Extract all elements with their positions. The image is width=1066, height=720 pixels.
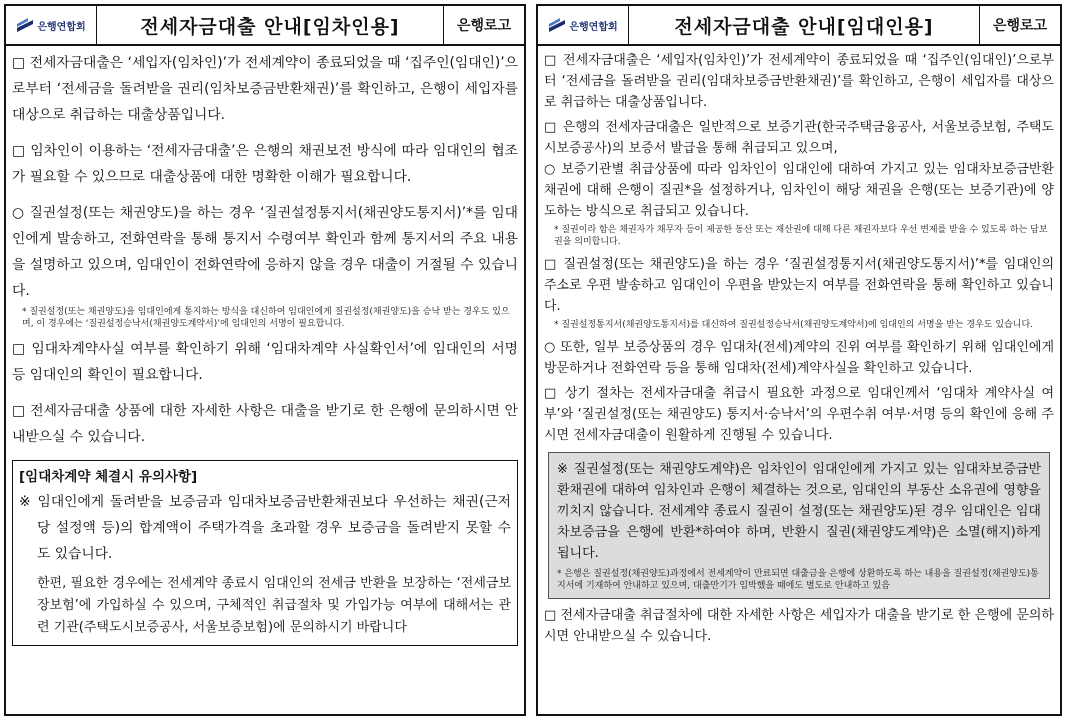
paragraph: □ 임차인이 이용하는 ‘전세자금대출’은 은행의 채권보전 방식에 따라 임대인의 협조가 필요할 수 있으므로 대출상품에 대한 명확한 이해가 필요합니다. xyxy=(12,138,518,190)
paragraph: □ 전세자금대출 상품에 대한 자세한 사항은 대출을 받기로 한 은행에 문의하시면 안내받으실 수 있습니다. xyxy=(12,398,518,450)
paragraph: □ 상기 절차는 전세자금대출 취급시 필요한 과정으로 임대인께서 ‘임대차 계약사실 여부’와 ‘질권설정(또는 채권양도) 통지서·승낙서’의 우편수취 여부·서명 등의 확인에 응해 주시면 전세자금대출이 원활하게 진행될 수 있습니다. xyxy=(544,383,1054,446)
highlight-paragraph: ※ 질권설정(또는 채권양도계약)은 임차인이 임대인에게 가지고 있는 임대차보증금반환채권에 대하여 임차인과 은행이 체결하는 것으로, 임대인의 부동산 소유권에 영향을 끼치지 않습니다. 전세계약 종료시 질권이 설정(또는 채권양도)된 경우 임대인은 임대차보증금을 은행에 반환*하여야 하며, 반환시 질권(채권양도계약)은 소멸(해지)하게 됩니다. xyxy=(557,462,1041,561)
tenant-guide-panel xyxy=(4,4,526,716)
bank-logo-placeholder: 은행로고 xyxy=(992,18,1048,34)
footnote: * 질권설정통지서(채권양도통지서)를 대신하여 질권설정승낙서(채권양도계약서)에 임대인의 서명을 받는 경우도 있습니다. xyxy=(554,320,1033,330)
logo-text: 은행연합회 xyxy=(569,21,618,33)
panel-header xyxy=(6,6,524,46)
footnote: * 질권설정(또는 채권양도)을 임대인에게 통지하는 방식을 대신하여 임대인에게 질권설정(채권양도)을 승낙 받는 경우도 있으며, 이 경우에는 ‘질권설정승낙서(채권양도계약서)’에 임대인의 서명이 필요합니다. xyxy=(22,307,510,329)
highlight-box xyxy=(548,452,1050,599)
landlord-guide-panel xyxy=(536,4,1062,716)
kfb-logo xyxy=(6,6,97,44)
notice-box xyxy=(12,460,518,646)
footnote: * 질권이라 함은 채권자가 채무자 등이 제공한 동산 또는 재산권에 대해 다른 채권자보다 우선 변제를 받을 수 있도록 하는 담보권을 의미합니다. xyxy=(554,225,1048,247)
panel-body xyxy=(6,46,524,646)
paragraph: □ 전세자금대출은 ‘세입자(임차인)’가 전세계약이 종료되었을 때 ‘집주인(임대인)’으로부터 ‘전세금을 돌려받을 권리(임대차보증금반환채권)’를 확인하고, 은행이 세입자를 대상으로 취급하는 대출상품입니다. xyxy=(544,50,1054,113)
paragraph: □ 전세자금대출은 ‘세입자(임차인)’가 전세계약이 종료되었을 때 ‘집주인(임대인)’으로부터 ‘전세금을 돌려받을 권리(임차보증금반환채권)’를 확인하고, 은행이 세입자를 대상으로 취급하는 대출상품입니다. xyxy=(12,50,518,128)
notice-paragraph: ※ 임대인에게 돌려받을 보증금과 임대차보증금반환채권보다 우선하는 채권(근저당 설정액 등)의 합계액이 주택가격을 초과할 경우 보증금을 돌려받지 못할 수도 있습니다. xyxy=(19,494,511,562)
kfb-logo xyxy=(538,6,629,44)
paragraph: □ 전세자금대출 취급절차에 대한 자세한 사항은 세입자가 대출을 받기로 한 은행에 문의하시면 안내받으실 수 있습니다. xyxy=(544,605,1054,647)
kfb-logo-icon xyxy=(16,16,34,34)
paragraph: ○ 보증기관별 취급상품에 따라 임차인이 임대인에 대하여 가지고 있는 임대차보증금반환채권에 대해 은행이 질권*을 설정하거나, 임차인이 해당 채권을 은행(또는 보증기관)에 양도하는 방식으로 취급되고 있습니다. xyxy=(544,159,1054,222)
page-title: 전세자금대출 안내[임차인용] xyxy=(97,6,444,44)
page-title: 전세자금대출 안내[임대인용] xyxy=(629,6,980,44)
paragraph: □ 질권설정(또는 채권양도)을 하는 경우 ‘질권설정통지서(채권양도통지서)’*를 임대인의 주소로 우편 발송하고 임대인이 우편을 받았는지 여부를 전화연락을 통해 확인하고 있습니다. xyxy=(544,254,1054,317)
paragraph: ○ 질권설정(또는 채권양도)을 하는 경우 ‘질권설정통지서(채권양도통지서)’*를 임대인에게 발송하고, 전화연락을 통해 통지서 수령여부 확인과 함께 통지서의 주요 내용을 설명하고 있으며, 임대인이 전화연락에 응하지 않을 경우 대출이 거절될 수 있습니다. xyxy=(12,200,518,304)
panel-body xyxy=(538,46,1060,647)
notice-title: [임대차계약 체결시 유의사항] xyxy=(19,469,198,485)
footnote: * 은행은 질권설정(채권양도)과정에서 전세계약이 만료되면 대출금을 은행에 상환하도록 하는 내용을 질권설정(채권양도)통지서에 기재하여 안내하고 있으며, 대출만기가 임박했을 때에도 별도로 안내하고 있음 xyxy=(557,569,1039,591)
bank-logo-placeholder: 은행로고 xyxy=(456,18,512,34)
kfb-logo-icon xyxy=(548,16,566,34)
paragraph: □ 은행의 전세자금대출은 일반적으로 보증기관(한국주택금융공사, 서울보증보험, 주택도시보증공사)의 보증서 발급을 통해 취급되고 있으며, xyxy=(544,117,1054,159)
logo-text: 은행연합회 xyxy=(37,21,86,33)
paragraph: □ 임대차계약사실 여부를 확인하기 위해 ‘임대차계약 사실확인서’에 임대인의 서명 등 임대인의 확인이 필요합니다. xyxy=(12,336,518,388)
panel-header xyxy=(538,6,1060,46)
paragraph: ○ 또한, 일부 보증상품의 경우 임대차(전세)계약의 진위 여부를 확인하기 위해 임대인에게 방문하거나 전화연락 등을 통해 임대차(전세)계약사실을 확인하고 있습니다. xyxy=(544,337,1054,379)
notice-paragraph: 한편, 필요한 경우에는 전세계약 종료시 임대인의 전세금 반환을 보장하는 ‘전세금보장보험’에 가입하실 수 있으며, 구체적인 취급절차 및 가입가능 여부에 대해서는 관련 기관(주택도시보증공사, 서울보증보험)에 문의하시기 바랍니다 xyxy=(37,576,511,635)
